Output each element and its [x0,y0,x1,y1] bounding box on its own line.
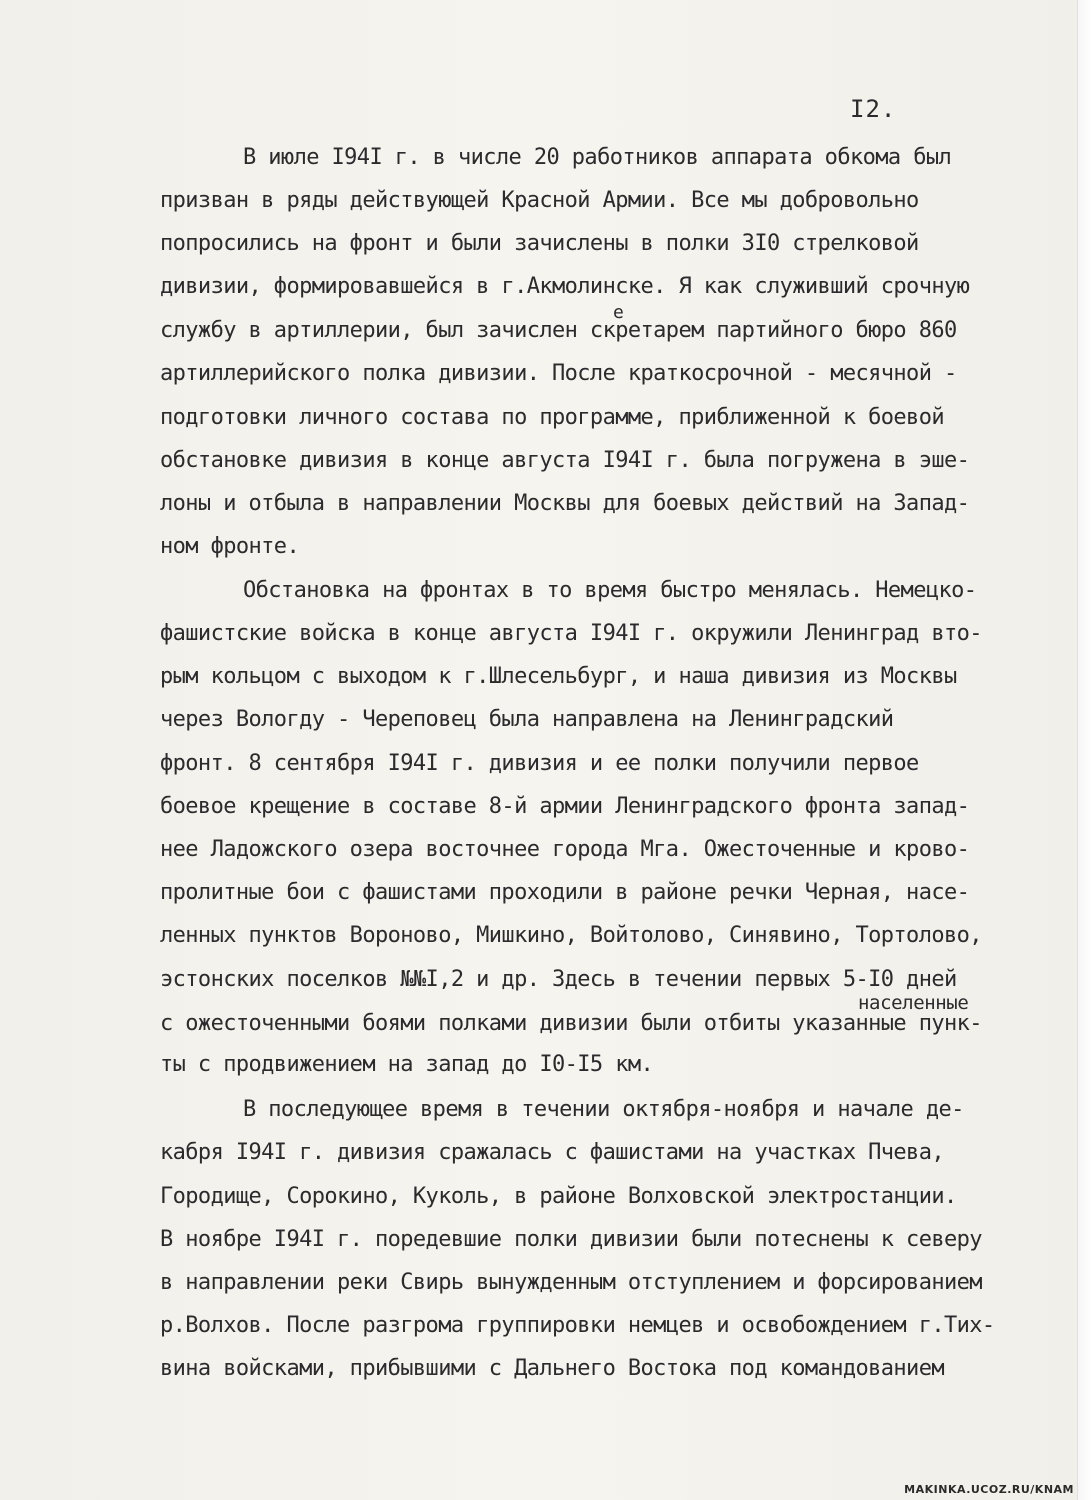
text-line-7: подготовки личного состава по программе, приближенной к боевой [160,405,944,430]
page-edge [1077,0,1092,1500]
watermark-text: MAKINKA.UCOZ.RU/KNAM [904,1483,1074,1496]
text-line-16: боевое крещение в составе 8-й армии Ленинградского фронта запад- [160,794,970,819]
text-line-20: эстонских поселков №№I,2 и др. Здесь в течении первых 5-I0 дней [160,967,957,992]
text-line-3: попросились на фронт и были зачислены в полки 3I0 стрелковой [160,231,919,256]
text-line-5: службу в артиллерии, был зачислен скретарем партийного бюро 860 [160,318,957,343]
text-line-1: В июле I94I г. в числе 20 работников аппарата обкома был [243,145,952,170]
text-line-14: через Вологду - Череповец была направлена на Ленинградский [160,707,894,732]
text-line-22: ты с продвижением на запад до I0-I5 км. [160,1052,654,1077]
text-line-28: р.Волхов. После разгрома группировки немцев и освобождением г.Тих- [160,1313,995,1338]
text-line-19: ленных пунктов Вороново, Мишкино, Войтолово, Синявино, Тортолово, [160,923,982,948]
text-line-27: в направлении реки Свирь вынужденным отступлением и форсированием [160,1270,982,1295]
typed-insertion-naselennye: населенные [858,992,969,1014]
text-line-21: с ожесточенными боями полками дивизии были отбиты указанные пунк- [160,1011,982,1036]
text-line-26: В ноябре I94I г. поредевшие полки дивизии были потеснены к северу [160,1227,982,1252]
handwritten-insertion-e: е [613,302,624,323]
text-line-2: призван в ряды действующей Красной Армии. Все мы добровольно [160,188,919,213]
text-line-9: лоны и отбыла в направлении Москвы для боевых действий на Запад- [160,491,970,516]
text-line-4: дивизии, формировавшейся в г.Акмолинске. Я как служивший срочную [160,274,970,299]
text-line-24: кабря I94I г. дивизия сражалась с фашистами на участках Пчева, [160,1140,944,1165]
text-line-10: ном фронте. [160,534,300,559]
text-line-12: фашистские войска в конце августа I94I г. окружили Ленинград вто- [160,621,982,646]
text-line-6: артиллерийского полка дивизии. После краткосрочной - месячной - [160,361,957,386]
text-line-13: рым кольцом с выходом к г.Шлесельбург, и наша дивизия из Москвы [160,664,957,689]
page-number: I2. [850,95,897,123]
text-line-18: пролитные бои с фашистами проходили в районе речки Черная, насе- [160,880,970,905]
text-line-25: Городище, Сорокино, Куколь, в районе Волховской электростанции. [160,1184,957,1209]
text-line-8: обстановке дивизия в конце августа I94I г. была погружена в эше- [160,448,970,473]
text-line-29: вина войсками, прибывшими с Дальнего Востока под командованием [160,1356,944,1381]
text-line-15: фронт. 8 сентября I94I г. дивизия и ее полки получили первое [160,751,919,776]
text-line-17: нее Ладожского озера восточнее города Мга. Ожесточенные и крово- [160,837,970,862]
text-line-23: В последующее время в течении октября-ноября и начале де- [243,1097,964,1122]
text-line-11: Обстановка на фронтах в то время быстро менялась. Немецко- [243,578,977,603]
